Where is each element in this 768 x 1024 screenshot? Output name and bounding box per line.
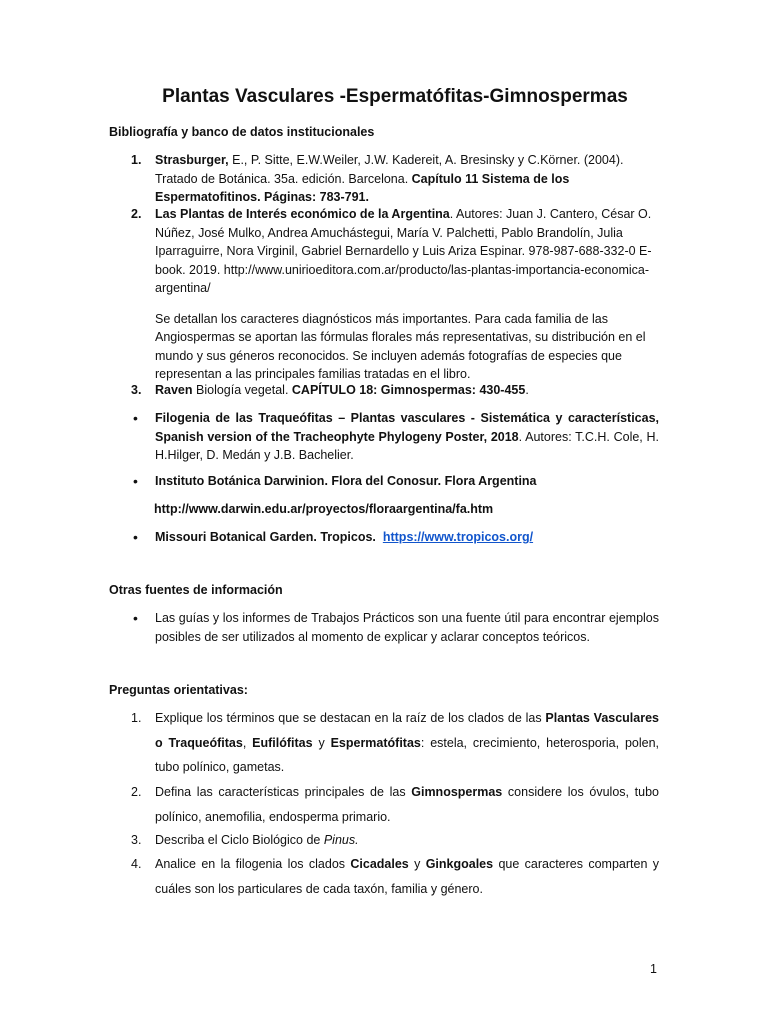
page-number: 1 <box>650 962 657 976</box>
text-run: : estela, crecimiento, heterosporia, polen, tubo polínico, gametas. <box>155 735 660 774</box>
text-run: Explique los términos que se destacan en la raíz de los clados de las <box>155 711 546 725</box>
tropicos-link[interactable]: https://www.tropicos.org/ <box>382 530 534 544</box>
reference-text: Biología vegetal. <box>192 383 292 397</box>
book-description: Se detallan los caracteres diagnósticos más importantes. Para cada familia de las Angiospermas se aportan las fórmulas florales más representativas, su distribución en el mundo y sus géneros reconocidos. Se incluyen además fotografías de especies que representan a las principales familias tratadas en el libro. <box>155 311 646 381</box>
term-cicadales: Cicadales <box>350 857 409 871</box>
reference-text: E., P. Sitte, E.W.Weiler, J.W. Kadereit, A. Bresinsky y C.Körner. (2004). Tratado de Botánica. 35a. edición. Barcelona. <box>155 153 624 186</box>
otras-fuentes-heading: Otras fuentes de información <box>109 583 283 597</box>
term-espermatofitas: Espermatófitas <box>330 735 421 750</box>
question-text <box>155 706 659 780</box>
text-run: y <box>312 735 331 750</box>
text-run: y <box>408 857 426 871</box>
question-text <box>155 828 659 853</box>
page-title: Plantas Vasculares -Espermatófitas-Gimnospermas <box>162 86 628 107</box>
otras-fuentes-text: Las guías y los informes de Trabajos Prácticos son una fuente útil para encontrar ejemplos posibles de ser utilizados al momento de explicar y aclarar conceptos teóricos. <box>155 611 659 644</box>
punctuation: . <box>525 383 529 397</box>
bib-item-raven <box>109 381 659 400</box>
bullet-marker: • <box>133 610 138 626</box>
institution-name: Missouri Botanical Garden. Tropicos. <box>155 530 376 544</box>
list-marker: 3. <box>131 383 142 397</box>
preguntas-heading: Preguntas orientativas: <box>109 683 248 697</box>
bib-item-text <box>155 381 659 400</box>
text-run: Analice en la filogenia los clados <box>155 857 351 871</box>
list-marker: 1. <box>131 153 142 167</box>
text-run: que caracteres comparten y cuáles son los particulares de cada taxón, familia y género. <box>155 857 659 896</box>
term-gimnospermas: Gimnospermas <box>411 785 503 799</box>
bullet-marker: • <box>133 473 138 489</box>
term-eufilofitas: Eufilófitas <box>252 735 313 750</box>
genus-name: Pinus. <box>323 833 359 847</box>
question-text <box>155 852 659 901</box>
darwinion-url[interactable]: http://www.darwin.edu.ar/proyectos/floraargentina/fa.htm <box>154 502 494 516</box>
text-run: considere los óvulos, tubo polínico, anemofilia, endosperma primario. <box>155 785 659 824</box>
question-1 <box>109 706 659 780</box>
bib-item-strasburger <box>109 151 659 207</box>
bib-item-text <box>155 409 659 465</box>
list-marker: 1. <box>131 711 142 725</box>
institution-name: Instituto Botánica Darwinion. Flora del Conosur. Flora Argentina <box>155 474 537 488</box>
list-marker: 2. <box>131 207 142 221</box>
bibliografia-heading: Bibliografía y banco de datos institucionales <box>109 125 375 139</box>
reference-text: . Autores: T.C.H. Cole, H. H.Hilger, D. Medán y J.B. Bachelier. <box>155 429 660 462</box>
list-marker: 2. <box>131 785 142 799</box>
list-marker: 3. <box>131 833 142 847</box>
list-marker: 4. <box>131 857 142 871</box>
author-name: Raven <box>155 383 193 397</box>
bib-item-text <box>155 528 659 547</box>
text-run: , <box>242 735 253 750</box>
bib-item-plantas-interes <box>109 205 659 384</box>
poster-title: Filogenia de las Traqueófitas – Plantas vasculares - Sistemática y características, Spanish version of the Tracheophyte Phylogeny Poster, 2018 <box>155 411 659 444</box>
bib-item-text <box>155 151 659 207</box>
text-run: Defina las características principales de las <box>155 785 412 799</box>
bib-item-darwinion <box>109 472 659 491</box>
chapter-reference: CAPÍTULO 18: Gimnospermas: 430-455 <box>291 383 526 397</box>
bib-item-filogenia <box>109 409 659 465</box>
bib-item-missouri <box>109 528 659 547</box>
bib-item-text <box>155 205 659 298</box>
term-ginkgoales: Ginkgoales <box>425 857 494 871</box>
text-run: Describa el Ciclo Biológico de <box>155 833 324 847</box>
bullet-marker: • <box>133 410 138 426</box>
question-4 <box>109 852 659 901</box>
book-title: Las Plantas de Interés económico de la Argentina <box>155 207 450 221</box>
question-3 <box>109 828 659 853</box>
question-text <box>155 780 659 829</box>
bullet-marker: • <box>133 529 138 545</box>
author-name: Strasburger, <box>155 153 229 167</box>
otras-fuentes-item <box>109 609 659 646</box>
question-2 <box>109 780 659 829</box>
chapter-reference: Capítulo 11 Sistema de los Espermatofitinos. Páginas: 783-791. <box>155 171 570 204</box>
reference-text: . Autores: Juan J. Cantero, César O. Núñez, José Mulko, Andrea Amuchástegui, María V. Palchetti, Pablo Brandolín, Julia Iparraguirre, Nora Virginil, Gabriel Bernardello y Luis Ariza Espinar. 978-987-688-332-0 E-book. 2019. http://www.unirioeditora.com.ar/producto/las-plantas-importancia-economica-argentina/ <box>155 207 652 295</box>
darwinion-url-line <box>109 500 659 519</box>
term-plantas-vasculares: Plantas Vasculares o Traqueófitas <box>155 711 659 750</box>
